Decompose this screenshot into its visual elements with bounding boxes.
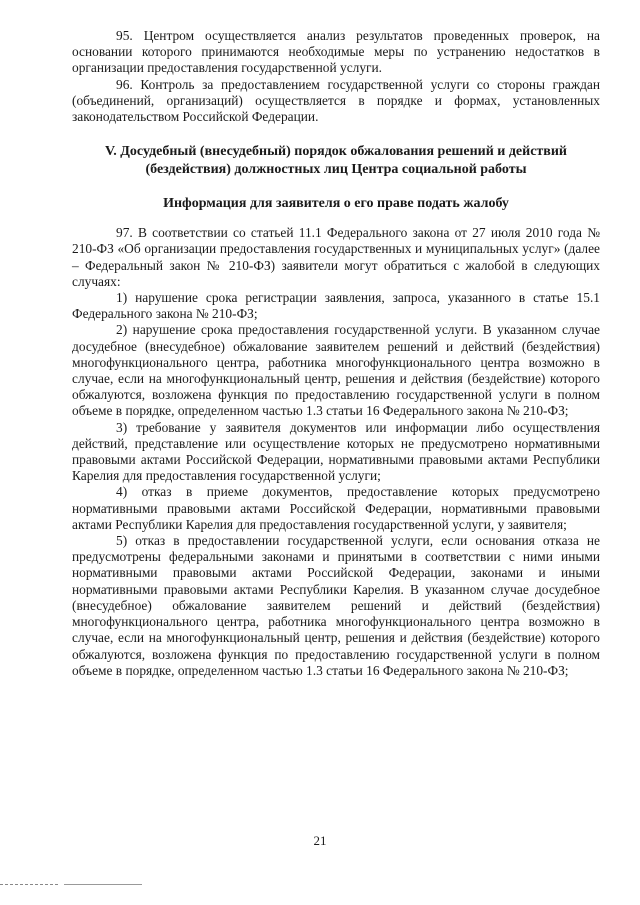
footer-divider-left bbox=[0, 884, 58, 885]
footer-divider-right bbox=[64, 884, 142, 885]
page-number: 21 bbox=[313, 833, 327, 848]
list-item-4: 4) отказ в приеме документов, предоставление которых предусмотрено нормативными правовыми актами Российской Федерации, нормативными правовыми актами Республики Карелия для предоставления государственной услуги, у заявителя; bbox=[72, 484, 600, 532]
section-heading: V. Досудебный (внесудебный) порядок обжалования решений и действий (бездействия) должностных лиц Центра социальной работы bbox=[104, 144, 567, 178]
list-item-1: 1) нарушение срока регистрации заявления, запроса, указанного в статье 15.1 Федерального закона № 210-ФЗ; bbox=[72, 290, 600, 322]
paragraph-95: 95. Центром осуществляется анализ результатов проведенных проверок, на основании которого принимаются необходимые меры по устранению недостатков в организации предоставления государственной услуги. bbox=[72, 28, 600, 76]
document-page bbox=[72, 28, 600, 679]
section-subheading: Информация для заявителя о его праве подать жалобу bbox=[163, 196, 509, 212]
paragraph-96: 96. Контроль за предоставлением государственной услуги со стороны граждан (объединений, организаций) осуществляется в порядке и формах, установленных законодательством Российской Федерации. bbox=[72, 76, 600, 125]
list-item-5: 5) отказ в предоставлении государственной услуги, если основания отказа не предусмотрены федеральными законами и принятыми в соответствии с ними иными нормативными правовыми актами Российской Федерации, законами и иными нормативными правовыми актами Республики Карелия. В указанном случае досудебное (внесудебное) обжалование заявителем решений и действий (бездействия) многофункционального центра, работника многофункционального центра возможно в случае, если на многофункциональный центр, решения и действия (бездействие) которого обжалуются, возложена функция по предоставлению государственной услуги в полном объеме в порядке, определенном частью 1.3 статьи 16 Федерального закона № 210-ФЗ; bbox=[72, 533, 600, 678]
list-item-3: 3) требование у заявителя документов или информации либо осуществления действий, представление или осуществление которых не предусмотрено нормативными правовыми актами Российской Федерации, нормативными правовыми актами Республики Карелия для предоставления государственной услуги; bbox=[72, 419, 600, 484]
paragraph-97: 97. В соответствии со статьей 11.1 Федерального закона от 27 июля 2010 года № 210-ФЗ «Об организации предоставления государственных и муниципальных услуг» (далее – Федеральный закон № 210-ФЗ) заявители могут обратиться с жалобой в следующих случаях: bbox=[72, 225, 600, 289]
list-item-2: 2) нарушение срока предоставления государственной услуги. В указанном случае досудебное (внесудебное) обжалование заявителем решений и действий (бездействия) многофункционального центра, работника многофункционального центра возможно в случае, если на многофункциональный центр, решения и действия (бездействие) которого обжалуются, возложена функция по предоставлению государственной услуги в полном объеме в порядке, определенном частью 1.3 статьи 16 Федерального закона № 210-ФЗ; bbox=[72, 322, 600, 419]
